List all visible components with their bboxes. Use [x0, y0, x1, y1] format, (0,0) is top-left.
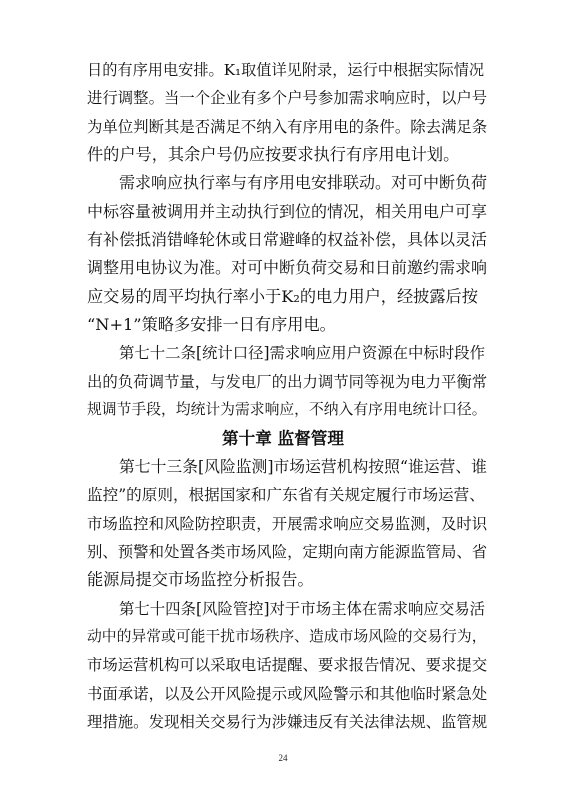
body-text-line: 进行调整。当一个企业有多个户号参加需求响应时，以户号: [87, 89, 488, 107]
body-text-line: 日的有序用电安排。K₁取值详见附录，运行中根据实际情况: [87, 61, 485, 79]
body-text-line: 规调节手段，均统计为需求响应，不纳入有序用电统计口径。: [87, 401, 487, 418]
body-text-line: 能源局提交市场监控分析报告。: [87, 570, 314, 589]
chapter-heading: 第十章 监督管理: [222, 429, 344, 448]
body-text-line: 市场监控和风险防控职责，开展需求响应交易监测，及时识: [87, 515, 488, 533]
body-text-line: 理措施。发现相关交易行为涉嫌违反有关法律法规、监管规: [87, 713, 488, 731]
body-text-line: 有补偿抵消错峰轮休或日常避峰的权益补偿，具体以灵活: [87, 230, 488, 249]
body-text-line: 应交易的周平均执行率小于K₂的电力用户，经披露后按: [87, 287, 478, 306]
body-text-line: 出的负荷调节量，与发电厂的出力调节同等视为电力平衡常: [87, 373, 488, 391]
article-74-first-line: 第七十四条[风险管控]对于市场主体在需求响应交易活: [119, 600, 485, 618]
article-73-first-line: 第七十三条[风险监测]市场运营机构按照“谁运营、谁: [119, 457, 487, 476]
article-72-first-line: 第七十二条[统计口径]需求响应用户资源在中标时段作: [119, 344, 485, 362]
body-text-line: 调整用电协议为准。对可中断负荷交易和日前邀约需求响: [87, 258, 488, 277]
page-number: 24: [278, 753, 288, 763]
body-text-line: 监控”的原则，根据国家和广东省有关规定履行市场运营、: [87, 486, 485, 504]
body-text-line: 别、预警和处置各类市场风险，定期向南方能源监管局、省: [87, 543, 488, 561]
body-text-line: 中标容量被调用并主动执行到位的情况，相关用电户可享: [87, 202, 488, 221]
body-text-line: 动中的异常或可能干扰市场秩序、造成市场风险的交易行为，: [87, 628, 487, 645]
body-text-line: “N+1”策略多安排一日有序用电。: [87, 315, 336, 334]
body-text-line: 市场运营机构可以采取电话提醒、要求报告情况、要求提交: [87, 656, 488, 674]
body-text-line: 书面承诺，以及公开风险提示或风险警示和其他临时紧急处: [87, 685, 488, 703]
body-text-line: 件的户号，其余户号仍应按要求执行有序用电计划。: [87, 145, 460, 164]
body-text-line: 为单位判断其是否满足不纳入有序用电的条件。除去满足条: [87, 118, 488, 136]
paragraph-first-line: 需求响应执行率与有序用电安排联动。对可中断负荷: [119, 173, 488, 192]
